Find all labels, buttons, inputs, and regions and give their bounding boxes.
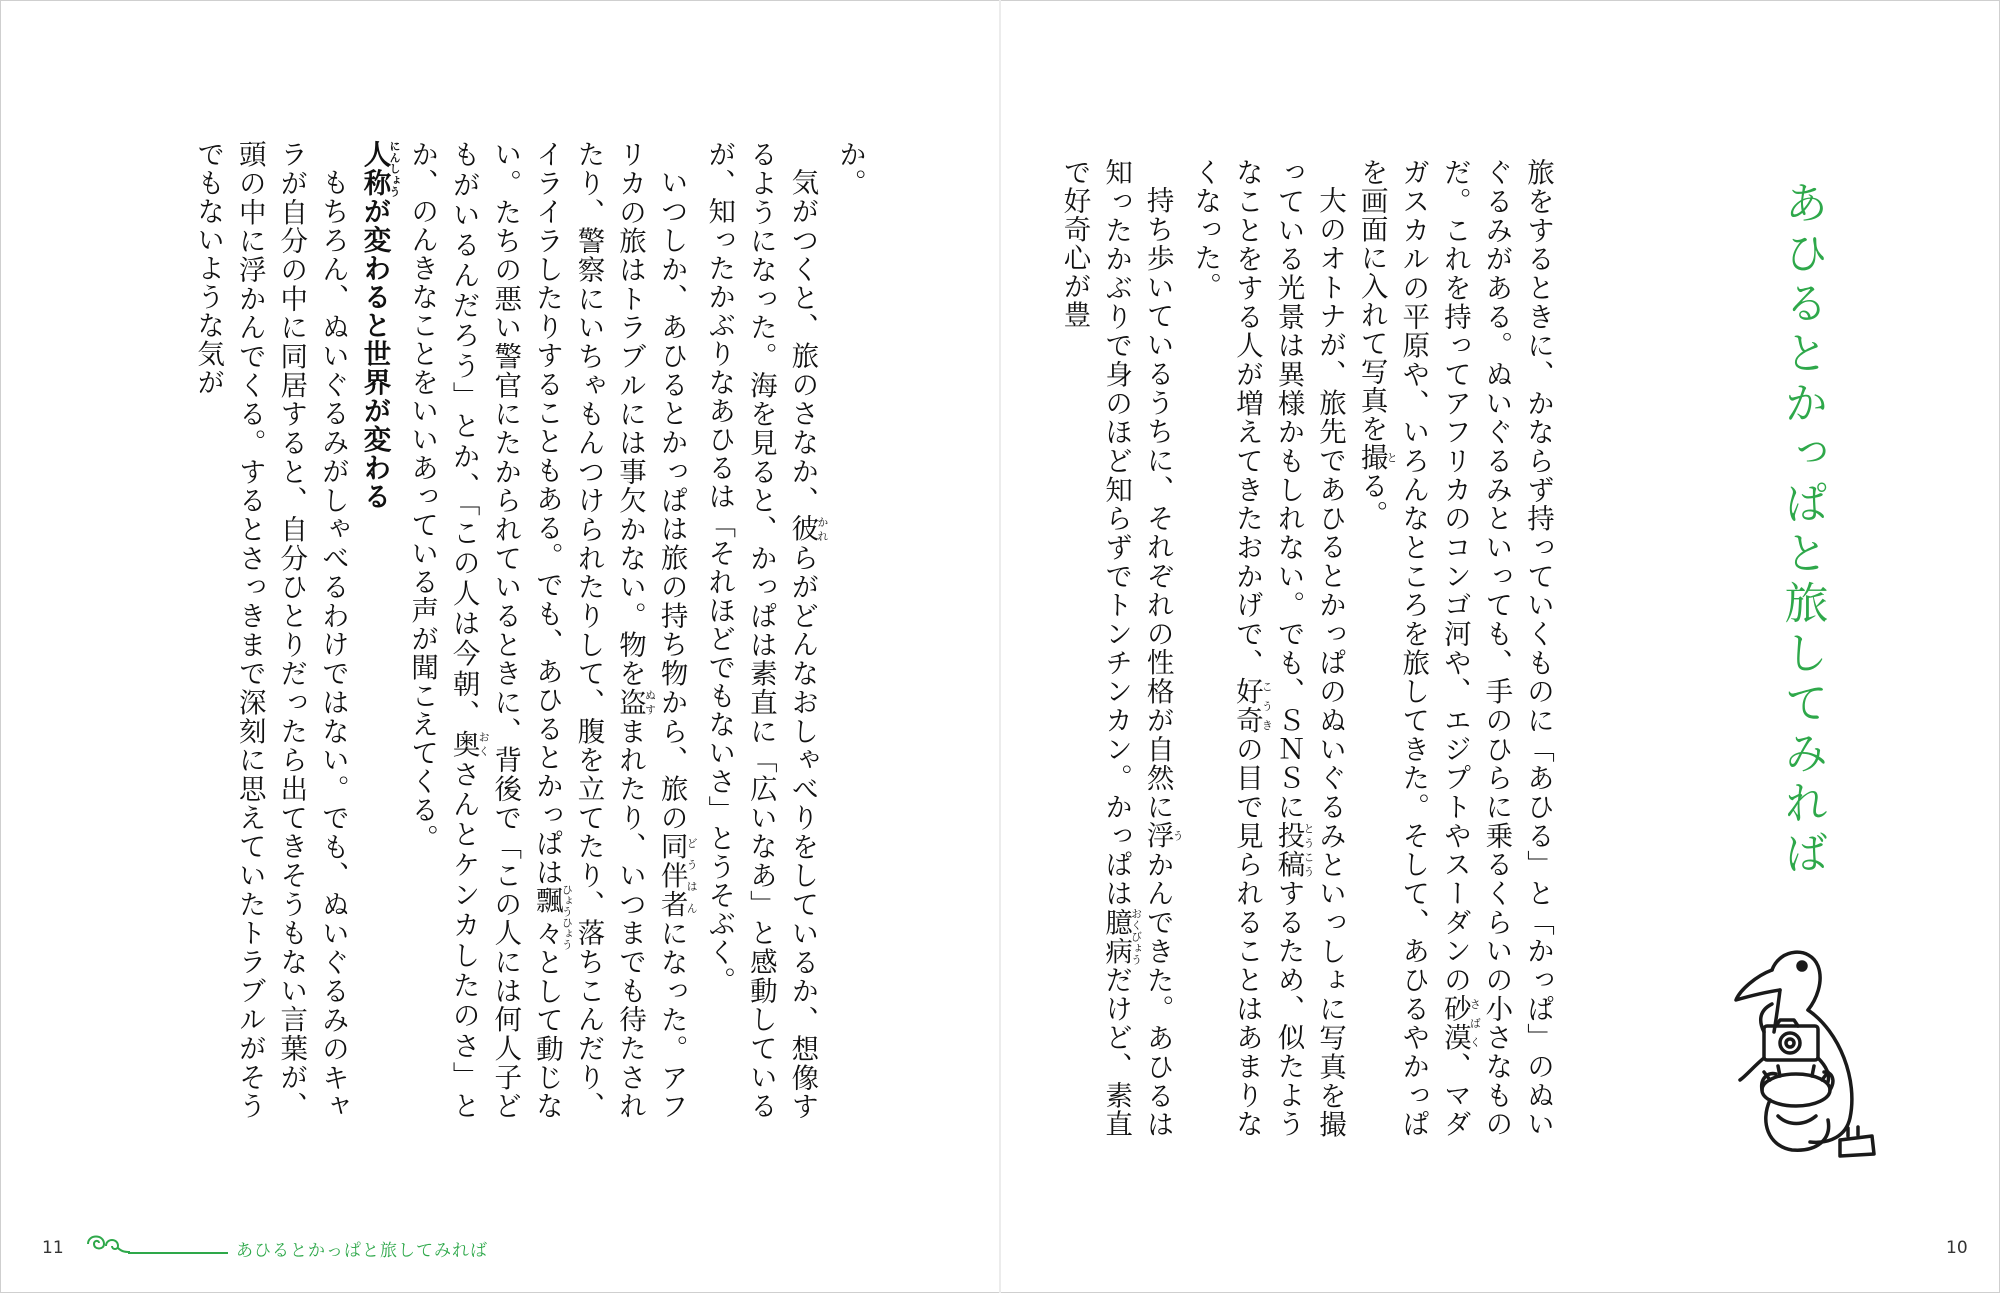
ruby-base: 撮 (1355, 443, 1388, 472)
ruby-base: 臆病 (1100, 907, 1133, 966)
ruby-base: 人称 (358, 140, 391, 197)
ruby-base: 好奇 (1230, 677, 1263, 735)
text-run: か。 (834, 140, 866, 197)
ruby-word (1438, 994, 1482, 1052)
text-run: かんできた。あひるは知ったかぶりで身のほど知らずでトンチンカン。かっぱは (1100, 158, 1174, 1138)
paragraph (698, 140, 829, 1120)
chapter-title: あひるとかっぱと旅してみれば (1776, 180, 1828, 880)
text-run: まれたり、いつまでも待たされたり、警察にいちゃもんつけられたりして、腹を立てたり、落ちこんだり、イライラしたりすることもある。でも、あひるとかっぱは (530, 140, 647, 1121)
ruby-reading: さばく (1468, 994, 1482, 1052)
ruby-base: 同伴者 (655, 831, 688, 919)
left-page-body (100, 140, 870, 1120)
text-run: するため、似たようなことをする人が増えてきたおかげで、 (1230, 158, 1305, 1139)
text-run: が変わると世界が変わる (358, 197, 391, 511)
ruby-word (358, 140, 401, 197)
ruby-base: 投稿 (1272, 821, 1305, 879)
ruby-word (614, 687, 657, 717)
ruby-word (1272, 821, 1315, 879)
text-run: いつしか、あひるとかっぱは旅の持ち物から、旅の (655, 167, 688, 832)
ruby-reading: にんしょう (387, 140, 401, 197)
ruby-reading: かれ (815, 514, 829, 543)
ruby-reading: ひょうひょう (560, 884, 574, 951)
ruby-reading: ぬす (643, 687, 657, 717)
ruby-base: 彼 (786, 514, 819, 543)
ruby-word (1100, 907, 1143, 966)
paragraph (828, 140, 870, 1120)
ruby-word (1230, 677, 1274, 735)
paragraph (1184, 158, 1350, 1138)
footer-rule (128, 1252, 228, 1254)
ruby-base: 盗 (614, 687, 647, 717)
ruby-word (786, 514, 829, 543)
ruby-reading: う (1171, 820, 1185, 850)
page-number-left: 11 (42, 1238, 64, 1258)
ruby-reading: おくびょう (1129, 907, 1143, 966)
page-number-right: 10 (1946, 1238, 1968, 1258)
section-heading (353, 140, 401, 1120)
paragraph (1350, 158, 1558, 1138)
ruby-reading: おく (477, 729, 491, 759)
text-run: 気がつくと、旅のさなか、 (786, 167, 819, 514)
ruby-reading: どうはん (685, 831, 699, 918)
text-run: さんとケンカしたのさ」とか、のんきなことをいいあっている声が聞こえてくる。 (406, 140, 480, 1121)
text-run: る。 (1355, 471, 1388, 529)
text-run: もちろん、ぬいぐるみがしゃべるわけではない。でも、ぬいぐるみのキャラが自分の中に同居すると、自分ひとりだったら出てきそうもない言葉が、頭の中に浮かんでくる。するとさっきまで深刻に思えていたトラブルがそうでもないような気が (192, 140, 349, 1120)
running-title: あひるとかっぱと旅してみれば (236, 1241, 488, 1261)
ruby-word (1355, 443, 1399, 472)
ruby-word (1141, 820, 1185, 850)
text-run: だけど、素直で好奇心が豊 (1058, 158, 1133, 1139)
text-run: らがどんなおしゃべりをしているか、想像するようになった。海を見ると、かっぱは素直に「広いなあ」と感動しているが、知ったかぶりなあひるは「それほどでもないさ」とうそぶく。 (703, 140, 819, 1120)
duck-kappa-illustration (1700, 940, 1900, 1160)
text-run: 旅をするときに、かならず持っていくものに「あひる」と「かっぱ」のぬいぐるみがある。ぬいぐるみといっても、手のひらに乗るくらいの小さなものだ。これを持ってアフリカのコンゴ河や、エジプトやスーダンの (1438, 158, 1554, 1138)
swirl-icon (82, 1228, 130, 1258)
spread-gutter (999, 0, 1001, 1293)
ruby-base: 奥 (447, 729, 480, 760)
ruby-reading: こうき (1260, 677, 1274, 735)
ruby-base: 飄々 (530, 884, 563, 951)
paragraph (1053, 158, 1184, 1138)
text-run: 、マダガスカルの平原や、いろんなところを旅してきた。そして、あひるやかっぱを画面に入れて写真を (1355, 158, 1471, 1139)
ruby-word (447, 729, 491, 760)
text-run: になった。アフリカの旅はトラブルには事欠かない。物を (614, 140, 688, 1120)
text-run: として動じない。たちの悪い警官にたかられているときに、背後で「この人には何人子どもがいるんだろう」とか、「この人は今朝、 (447, 140, 563, 1120)
paragraph (187, 140, 353, 1120)
text-run: 大のオトナが、旅先であひるとかっぱのぬいぐるみといっしょに写真を撮っている光景は異様かもしれない。でも、ＳＮＳに (1272, 158, 1347, 1138)
paragraph (400, 140, 697, 1120)
ruby-reading: と (1385, 443, 1399, 472)
ruby-word (655, 831, 699, 919)
ruby-base: 砂漠 (1438, 994, 1471, 1052)
text-run: 持ち歩いているうちに、それぞれの性格が自然に (1141, 185, 1174, 821)
ruby-word (530, 884, 574, 951)
text-run: の目で見られることはあまりなくなった。 (1189, 158, 1263, 1139)
ruby-reading: とうこう (1301, 821, 1315, 879)
right-page-body (1058, 158, 1558, 1139)
ruby-base: 浮 (1141, 820, 1174, 850)
